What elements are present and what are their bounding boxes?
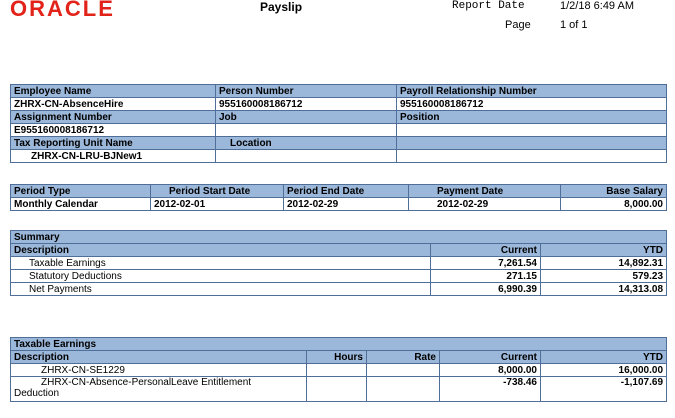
summary-current-header: Current xyxy=(431,244,541,257)
earnings-rate-header: Rate xyxy=(367,351,440,364)
table-row xyxy=(11,270,667,283)
report-date-label: Report Date xyxy=(452,0,525,12)
tax-reporting-unit-value: ZHRX-CN-LRU-BJNew1 xyxy=(11,150,216,163)
report-date-value: 1/2/18 6:49 AM xyxy=(560,0,634,12)
summary-row-ytd: 14,892.31 xyxy=(541,257,667,270)
location-value-filler xyxy=(397,150,667,163)
period-table xyxy=(10,184,667,211)
earnings-row-current: -738.46 xyxy=(440,377,541,402)
period-end-value: 2012-02-29 xyxy=(284,198,409,211)
taxable-earnings-table xyxy=(10,337,667,402)
position-label: Position xyxy=(397,111,667,124)
earnings-row-ytd: 16,000.00 xyxy=(541,364,667,377)
base-salary-header: Base Salary xyxy=(561,185,667,198)
employee-info-table xyxy=(10,84,667,163)
earnings-row-description-line2: Deduction xyxy=(14,388,60,399)
oracle-logo: ORACLE xyxy=(10,0,115,21)
person-number-label: Person Number xyxy=(216,85,397,98)
period-type-header: Period Type xyxy=(11,185,151,198)
position-value xyxy=(397,124,667,137)
summary-row-ytd: 579.23 xyxy=(541,270,667,283)
person-number-value: 955160008186712 xyxy=(216,98,397,111)
table-row xyxy=(11,364,667,377)
page-label: Page xyxy=(505,19,531,31)
summary-row-description: Taxable Earnings xyxy=(11,257,431,270)
job-value xyxy=(216,124,397,137)
earnings-row-hours xyxy=(307,377,367,402)
summary-row-description: Net Payments xyxy=(11,283,431,296)
payment-date-header: Payment Date xyxy=(409,185,561,198)
earnings-hours-header: Hours xyxy=(307,351,367,364)
job-label: Job xyxy=(216,111,397,124)
employee-name-label: Employee Name xyxy=(11,85,216,98)
summary-ytd-header: YTD xyxy=(541,244,667,257)
earnings-row-description-line1: ZHRX-CN-Absence-PersonalLeave Entitlement xyxy=(41,377,252,388)
earnings-row-hours xyxy=(307,364,367,377)
earnings-row-current: 8,000.00 xyxy=(440,364,541,377)
table-row xyxy=(11,283,667,296)
assignment-number-value: E955160008186712 xyxy=(11,124,216,137)
page-value: 1 of 1 xyxy=(560,19,588,31)
earnings-row-ytd: -1,107.69 xyxy=(541,377,667,402)
summary-description-header: Description xyxy=(11,244,431,257)
earnings-description-header: Description xyxy=(11,351,307,364)
summary-row-current: 271.15 xyxy=(431,270,541,283)
base-salary-value: 8,000.00 xyxy=(561,198,667,211)
location-label: Location xyxy=(216,137,397,150)
summary-title: Summary xyxy=(11,231,667,244)
taxable-earnings-title: Taxable Earnings xyxy=(11,338,667,351)
summary-table xyxy=(10,230,667,296)
earnings-current-header: Current xyxy=(440,351,541,364)
location-header-filler xyxy=(397,137,667,150)
location-value xyxy=(216,150,397,163)
period-end-header: Period End Date xyxy=(284,185,409,198)
earnings-row-description: ZHRX-CN-SE1229 xyxy=(11,364,307,377)
earnings-row-description xyxy=(11,377,307,402)
payroll-relationship-value: 955160008186712 xyxy=(397,98,667,111)
summary-row-description: Statutory Deductions xyxy=(11,270,431,283)
employee-name-value: ZHRX-CN-AbsenceHire xyxy=(11,98,216,111)
earnings-row-rate xyxy=(367,364,440,377)
table-row xyxy=(11,257,667,270)
earnings-row-rate xyxy=(367,377,440,402)
payment-date-value: 2012-02-29 xyxy=(409,198,561,211)
summary-row-current: 7,261.54 xyxy=(431,257,541,270)
summary-row-current: 6,990.39 xyxy=(431,283,541,296)
table-row xyxy=(11,377,667,402)
summary-row-ytd: 14,313.08 xyxy=(541,283,667,296)
assignment-number-label: Assignment Number xyxy=(11,111,216,124)
period-start-header: Period Start Date xyxy=(151,185,284,198)
period-start-value: 2012-02-01 xyxy=(151,198,284,211)
document-title: Payslip xyxy=(260,0,303,14)
tax-reporting-unit-label: Tax Reporting Unit Name xyxy=(11,137,216,150)
payroll-relationship-label: Payroll Relationship Number xyxy=(397,85,667,98)
period-type-value: Monthly Calendar xyxy=(11,198,151,211)
earnings-ytd-header: YTD xyxy=(541,351,667,364)
